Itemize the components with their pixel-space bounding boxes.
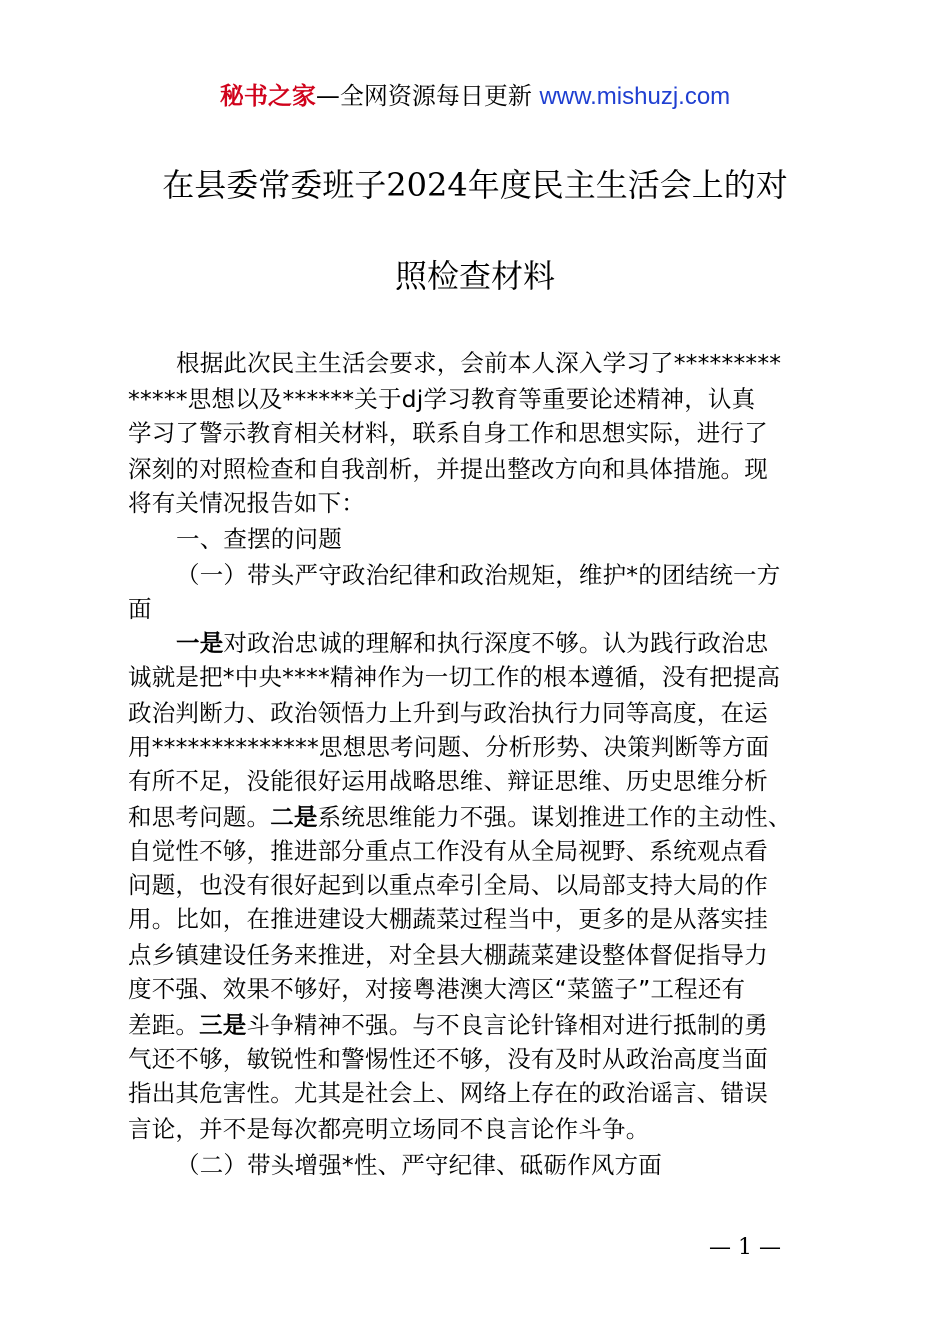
- body-line: 指出其危害性。尤其是社会上、网络上存在的政治谣言、错误: [128, 1079, 768, 1107]
- slogan: —全网资源每日更新: [315, 82, 540, 110]
- body-line: 根据此次民主生活会要求，会前本人深入学习了*********: [176, 349, 782, 377]
- body-line: 言论，并不是每次都亮明立场同不良言论作斗争。: [128, 1115, 650, 1143]
- point-three-text: 斗争精神不强。与不良言论针锋相对进行抵制的勇: [246, 1011, 768, 1039]
- body-line: 自觉性不够，推进部分重点工作没有从全局视野、系统观点看: [128, 837, 768, 865]
- body-text: 和思考问题。: [128, 803, 271, 831]
- point-two-text: 系统思维能力不强。谋划推进工作的主动性、: [317, 803, 792, 831]
- body-line: [128, 802, 833, 832]
- body-line: 有所不足，没能很好运用战略思维、辩证思维、历史思维分析: [128, 767, 768, 795]
- point-one-text: 对政治忠诚的理解和执行深度不够。认为践行政治忠: [223, 629, 769, 657]
- brand-name: 秘书之家: [219, 82, 316, 110]
- point-one-label: 一是: [176, 629, 224, 657]
- body-line: 用**************思想思考问题、分析形势、决策判断等方面: [128, 733, 770, 761]
- body-line: 用。比如，在推进建设大棚蔬菜过程当中，更多的是从落实挂: [128, 905, 768, 933]
- body-line: 政治判断力、政治领悟力上升到与政治执行力同等高度，在运: [128, 699, 768, 727]
- body-line: 深刻的对照检查和自我剖析，并提出整改方向和具体措施。现: [128, 455, 768, 483]
- point-three-label: 三是: [199, 1011, 247, 1039]
- document-title-line-2: 照检查材料: [394, 257, 555, 295]
- body-line: 诚就是把*中央****精神作为一切工作的根本遵循，没有把提高: [128, 663, 781, 691]
- site-link[interactable]: www.mishuzj.com: [539, 83, 731, 110]
- body-text: 差距。: [128, 1011, 200, 1039]
- subsection-heading: （二）带头增强*性、严守纪律、砥砺作风方面: [176, 1151, 662, 1179]
- section-heading: 一、查摆的问题: [176, 525, 342, 553]
- body-line: [128, 1010, 833, 1040]
- subsection-heading-cont: 面: [128, 595, 152, 623]
- page-number: — 1 —: [709, 1235, 781, 1260]
- body-line: 气还不够，敏锐性和警惕性还不够，没有及时从政治高度当面: [128, 1045, 768, 1073]
- subsection-heading: （一）带头严守政治纪律和政治规矩，维护*的团结统一方: [176, 561, 781, 589]
- body-line: 点乡镇建设任务来推进，对全县大棚蔬菜建设整体督促指导力: [128, 941, 768, 969]
- body-line: 学习了警示教育相关材料，联系自身工作和思想实际，进行了: [128, 419, 768, 447]
- body-line: [176, 628, 833, 658]
- point-two-label: 二是: [270, 803, 318, 831]
- body-line: 问题，也没有很好起到以重点牵引全局、以局部支持大局的作: [128, 871, 768, 899]
- header-banner: [0, 80, 950, 113]
- body-line: *****思想以及******关于dj学习教育等重要论述精神，认真: [128, 385, 756, 413]
- document-title-line-1: 在县委常委班子2024年度民主生活会上的对: [162, 166, 788, 204]
- body-line: 度不强、效果不够好，对接粤港澳大湾区“菜篮子”工程还有: [128, 975, 746, 1003]
- body-line: 将有关情况报告如下：: [128, 489, 365, 517]
